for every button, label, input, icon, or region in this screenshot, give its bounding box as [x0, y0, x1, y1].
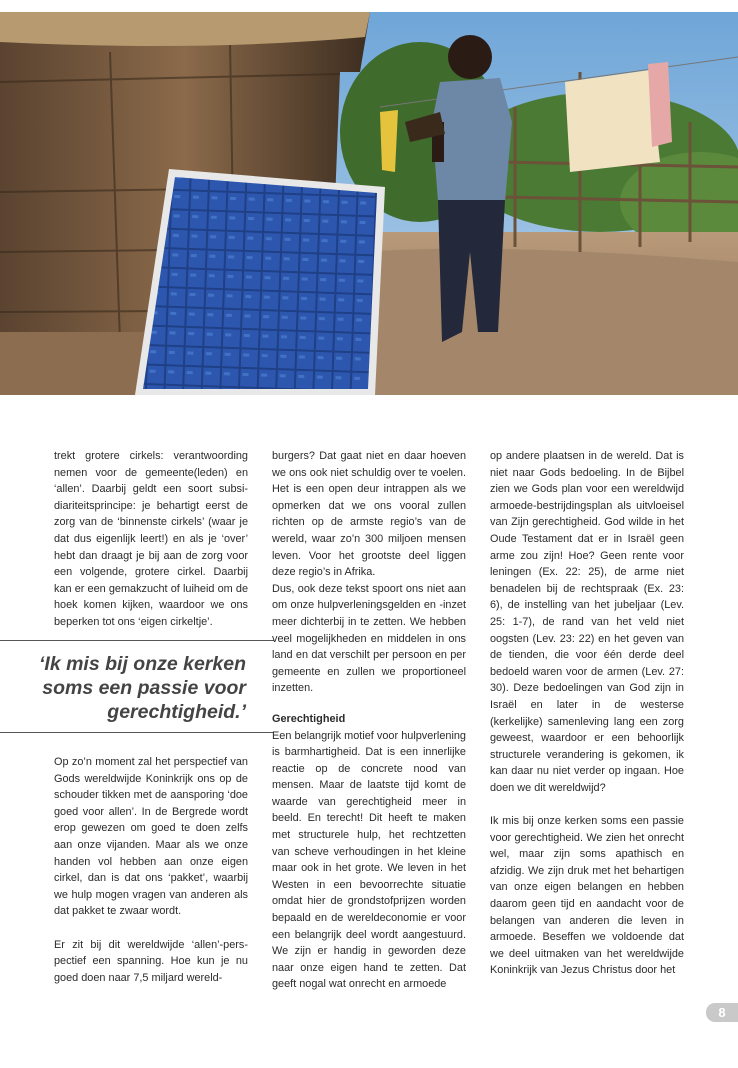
paragraph: Op zo’n moment zal het perspectief van Gods wereldwijde Koninkrijk ons op de schouder tikken met de aansporing ‘doe goed voor allen’. In de Bergrede wordt erop gewezen om goed te doen zelfs aan onze vijanden. Maar als we onze handen vol hebben aan onze eigen cirkel, dan is dat ons ‘pakket’, waarbij we hulp mogen vragen van anderen als dat pakket te zwaar wordt.: [54, 756, 248, 918]
column-2: [272, 448, 466, 993]
pull-quote-line: ‘Ik mis bij onze kerken: [39, 653, 246, 675]
column-3: [490, 448, 684, 979]
paragraph: Een belangrijk motief voor hulpverlening is barmhartigheid. Dat is een innerlijke reactie op de concrete nood van mensen. Maar de laatste tijd komt de waarde van gerechtigheid meer in beeld. En terecht! Dit heeft te maken met structurele hulp, het rechtzetten van scheve verhoudingen in het kleine maar ook in het grote. We leven in het Westen in een bevoorrechte situatie omdat hier de grondstofprijzen worden bepaald en de wereldeconomie er voor een belangrijk deel wordt aangestuurd. We zijn er handig in geworden deze naar onze eigen hand te zetten. Dat geeft nogal wat onrecht en armoede: [272, 729, 466, 991]
paragraph: op andere plaatsen in de wereld. Dat is niet naar Gods bedoeling. In de Bijbel zien we Gods plan voor een wereldwijd armoede-bestrijdingsplan als uitvloeisel van Zijn gerechtigheid. God wilde in het Oude Testament dat er in Israël geen arme zou zijn! Hoe? Geen rente voor leningen (Ex. 22: 25), de arme niet benadelen bij de rechtspraak (Ex. 23: 6), de instelling van het jubeljaar (Lev. 25: 1-7), de rand van het veld niet oogsten (Lev. 23: 22) en het geven van de tienden, die voor één derde deel bedoeld waren voor de armen (Lev. 27: 30). Deze bedoelingen van God zijn in Israël en later in de westerse (kerkelijke) samenleving lang een zorg geweest, waardoor er een behoorlijk structurele verandering is gekomen, ik kan daar nu niet verder op ingaan. Hoe doen we dit wereldwijd?: [490, 450, 684, 794]
pull-quote-line: gerechtigheid.’: [107, 701, 246, 723]
paragraph: trekt grotere cirkels: verantwoording nemen voor de gemeente(leden) en ‘allen’. Daarbij geldt een soort subsi-diariteitsprincipe: je behartigt eerst de zorg van de ‘binnenste cirkels’ (waar je dat dus eigenlijk leert!) en als je ‘over’ hebt dan draagt je bij aan de zorg voor een volgende, grotere cirkel. Daarbij kan er een gemakzucht of luiheid om de hoek komen kijken, waardoor we ons beperken tot ons ‘eigen cirkeltje’.: [54, 450, 248, 628]
pull-quote: [0, 652, 246, 724]
column-1-bottom: [54, 754, 248, 986]
paragraph: Er zit bij dit wereldwijde ‘allen’-pers-pectief een spanning. Hoe kun je nu goed doen naar 7,5 miljard wereld-: [54, 938, 248, 984]
section-heading: Gerechtigheid: [272, 712, 346, 725]
page-number-badge: 8: [706, 1003, 738, 1022]
paragraph: Dus, ook deze tekst spoort ons niet aan om onze hulpverleningsgelden en -inzet meer dichterbij in te zetten. We hebben veel mogelijkheden en middelen in ons land en dat verschilt per persoon en per gemeente en zullen we proportioneel inzetten.: [272, 582, 466, 695]
pull-quote-line: soms een passie voor: [42, 677, 246, 699]
paragraph: burgers? Dat gaat niet en daar hoeven we ons ook niet schuldig over te voelen. Het is een open deur intrappen als we opmerken dat we ons vooral zullen richten op de armste regio’s van de wereld, waar zo’n 300 miljoen mensen leven. Voor het grootste deel liggen deze regio’s in Afrika.: [272, 450, 466, 579]
quote-rule-top: [0, 640, 274, 641]
column-1-top: [54, 448, 248, 631]
header-photo: [0, 12, 738, 395]
quote-rule-bottom: [0, 732, 274, 733]
paragraph: Ik mis bij onze kerken soms een passie voor gerechtigheid. We zien het onrecht wel, maar zijn soms apathisch en afzidig. We zijn druk met het behartigen van onze eigen belangen en hebben daarom geen tijd en aandacht voor de belangen van anderen die leven in armoede. Beseffen we voldoende dat we deel uitmaken van het wereldwijde Koninkrijk van Jezus Christus door het: [490, 815, 684, 977]
